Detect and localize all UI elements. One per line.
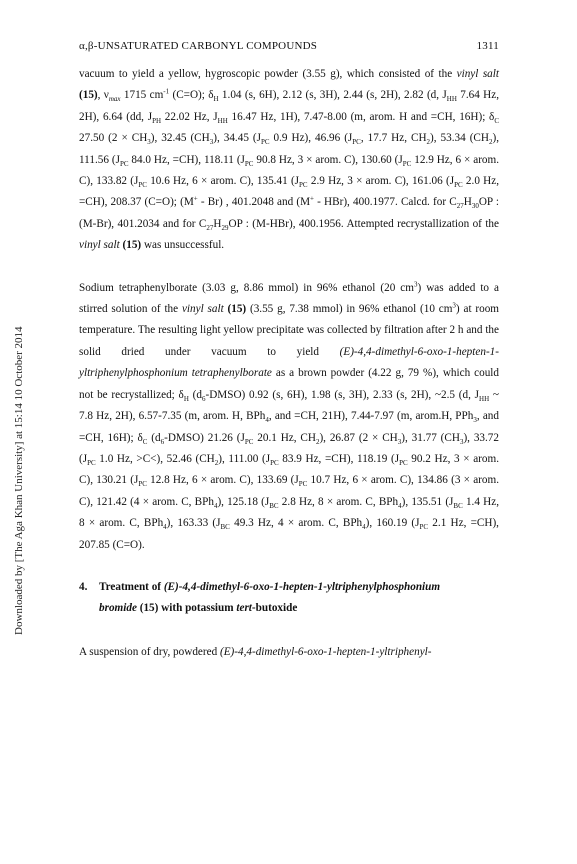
section-number: 4. — [79, 580, 88, 593]
download-watermark: Downloaded by [The Aga Khan University] at 15:14 10 October 2014 — [13, 326, 25, 635]
paragraph-suspension: A suspension of dry, powdered (E)-4,4-dimethyl-6-oxo-1-hepten-1-yltriphenyl- — [79, 645, 432, 658]
article-body — [79, 64, 499, 684]
running-title: α,β-UNSATURATED CARBONYL COMPOUNDS — [79, 40, 318, 52]
paragraph-vinyl-salt-data: vacuum to yield a yellow, hygroscopic powder (3.55 g), which consisted of the vinyl salt (15), $\nu_{max}$ 1715 $cm^{-1}$ (C=O); $\delta_H$ 1.04 (s, 6H), 2.12 (s, 3H), 2.44 (s, 2H), 2.82 (d, $J_{HH}$ 7.64 Hz, 2H), 6.64 (dd, $J_{PH}$ 22.02 Hz, $J_{HH}$ 16.47 Hz, 1H), 7.47-8.00 (m, arom. H and =CH, 16H); $\delta_C$ 27.50 $(2 \times CH_3)$, 32.45 $(CH_3)$, 34.45 ($J_{PC}$ 0.9 Hz), 46.96 ($J_{PC}$, 17.7 Hz, $CH_2$), 53.34 $(CH_2)$, 111.56 ($J_{PC}$ 84.0 Hz, =CH), 118.11 ($J_{PC}$ 90.8 Hz, 3 × arom. C), 130.60 ($J_{PC}$ 12.9 Hz, 6 × arom. C), 133.82 ($J_{PC}$ 10.6 Hz, 6 × arom. C), 135.41 ($J_{PC}$ 2.9 Hz, 3 × arom. C), 161.06 ($J_{PC}$ 2.0 Hz, =CH), 208.37 (C=O); (M+ - Br) , 401.2048 and (M+ - HBr), 400.1977. Calcd. for $C_{27}H_{30}OP$ : (M-Br), 401.2034 and for $C_{27}H_{29}OP$ : (M-HBr), 400.1956. Attempted recrystallization of the vinyl salt (15) was unsuccessful. — [79, 68, 500, 252]
paragraph-tetraphenylborate: Sodium tetraphenylborate (3.03 g, 8.86 mmol) in 96% ethanol (20 $cm^3$) was added to a stirred solution of the vinyl salt (15) (3.55 g, 7.38 mmol) in 96% ethanol (10 $cm^3$) at room temperature. The resulting light yellow precipitate was collected by filtration after 2 h and the solid dried under vacuum to yield (E)-4,4-dimethyl-6-oxo-1-hepten-1-yltriphenylphosphonium tetraphenylborate as a brown powder (4.22 g, 79 %), which could not be recrystallized; $\delta_H$ $(d_6-DMSO)$ 0.92 (s, 6H), 1.98 (s, 3H), 2.33 (s, 2H), ~2.5 (d, $J_{HH}$ ~ 7.8 Hz, 2H), 6.57-7.35 (m, arom. H, BPh$_4$, and =CH, 21H), 7.44-7.97 (m, arom.H, PPh$_3$, and =CH, 16H); $\delta_C$ $(d_6-DMSO)$ 21.26 ($J_{PC}$ 20.1 Hz, $CH_2$), 26.87 $(2 \times CH_3)$, 31.77 $(CH_3)$, 33.72 ($J_{PC}$ 1.0 Hz, >C<), 52.46 $(CH_2)$, 111.00 ($J_{PC}$ 83.9 Hz, =CH), 118.19 ($J_{PC}$ 90.2 Hz, 3 × arom. C), 130.21 ($J_{PC}$ 12.8 Hz, 6 × arom. C), 133.69 ($J_{PC}$ 10.7 Hz, 6 × arom. C), 134.86 (3 × arom. C), 121.42 (4 × arom. C, BPh$_4$), 125.18 ($J_{BC}$ 2.8 Hz, 8 × arom. C, BPh$_4$), 135.51 ($J_{BC}$ 1.4 Hz, 8 × arom. C, BPh$_4$), 163.33 ($J_{BC}$ 49.3 Hz, 4 × arom. C, BPh$_4$), 160.19 ($J_{PC}$ 2.1 Hz, =CH), 207.85 (C=O). — [79, 279, 499, 551]
page-number: 1311 — [476, 40, 499, 52]
section-heading: 4. Treatment of (E)-4,4-dimethyl-6-oxo-1-hepten-1-yltriphenylphosphonium bromide (15) with potassium tert-butoxide — [79, 577, 499, 620]
